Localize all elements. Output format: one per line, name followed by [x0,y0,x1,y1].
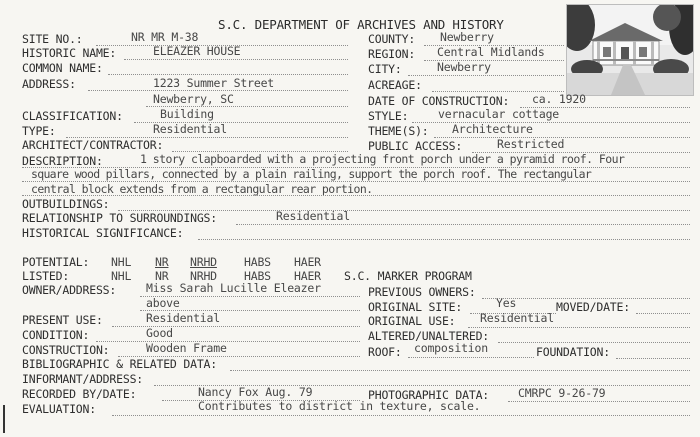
previous-owners-label: PREVIOUS OWNERS: [368,285,476,299]
acreage-label: ACREAGE: [368,78,422,92]
region-value: Central Midlands [437,45,545,59]
common-name-label: COMMON NAME: [22,61,103,75]
date-of-construction-value: ca. 1920 [532,92,586,106]
classification-label: CLASSIFICATION: [22,109,123,123]
address-line2: Newberry, SC [153,92,234,106]
potential-haer: HAER [294,255,321,269]
listed-nr: NR [155,269,169,283]
evaluation-label: EVALUATION: [22,402,96,416]
altered-label: ALTERED/UNALTERED: [368,329,490,343]
card-title: S.C. DEPARTMENT OF ARCHIVES AND HISTORY [218,17,504,32]
county-label: COUNTY: [368,32,416,46]
original-use-value: Residential [480,311,554,325]
classification-value: Building [160,107,214,121]
bibliographic-label: BIBLIOGRAPHIC & RELATED DATA: [22,357,217,371]
relationship-value: Residential [276,209,350,223]
city-label: CITY: [368,62,402,76]
relationship-label: RELATIONSHIP TO SURROUNDINGS: [22,211,217,225]
site-no-value: NR MR M-38 [131,30,199,44]
county-value: Newberry [440,30,494,44]
potential-label: POTENTIAL: [22,255,90,269]
public-access-value: Restricted [497,137,565,151]
potential-habs: HABS [244,255,271,269]
themes-label: THEME(S): [368,124,429,138]
description-line1: 1 story clapboarded with a projecting front porch under a pyramid roof. Four [140,152,625,166]
date-of-construction-label: DATE OF CONSTRUCTION: [368,94,510,108]
historical-significance-label: HISTORICAL SIGNIFICANCE: [22,226,184,240]
informant-label: INFORMANT/ADDRESS: [22,372,144,386]
listed-label: LISTED: [22,269,70,283]
recorded-by-value: Nancy Fox Aug. 79 [198,385,313,399]
owner-address-label: OWNER/ADDRESS: [22,283,117,297]
listed-haer: HAER [294,269,321,283]
photographic-data-value: CMRPC 9-26-79 [518,386,606,400]
construction-value: Wooden Frame [146,341,227,355]
style-label: STYLE: [368,109,409,123]
city-value: Newberry [437,60,491,74]
marker-program: S.C. MARKER PROGRAM [344,269,472,283]
moved-date-label: MOVED/DATE: [556,300,630,314]
description-line2: square wood pillars, connected by a plain railing, support the porch roof. The rectangular [31,167,592,181]
address-line1: 1223 Summer Street [153,76,275,90]
foundation-label: FOUNDATION: [536,345,610,359]
historic-name-label: HISTORIC NAME: [22,46,117,60]
evaluation-value: Contributes to district in texture, scale. [198,399,481,413]
roof-value: composition [414,341,488,355]
listed-habs: HABS [244,269,271,283]
potential-nhl: NHL [111,255,132,269]
original-use-label: ORIGINAL USE: [368,314,456,328]
description-line3: central block extends from a rectangular rear portion. [31,182,373,196]
outbuildings-label: OUTBUILDINGS: [22,197,110,211]
construction-label: CONSTRUCTION: [22,343,110,357]
owner-line2: above [146,296,180,310]
photographic-data-label: PHOTOGRAPHIC DATA: [368,388,490,402]
present-use-label: PRESENT USE: [22,313,103,327]
public-access-label: PUBLIC ACCESS: [368,139,463,153]
themes-value: Architecture [452,122,533,136]
architect-label: ARCHITECT/CONTRACTOR: [22,138,164,152]
owner-line1: Miss Sarah Lucille Eleazer [146,281,321,295]
type-label: TYPE: [22,124,56,138]
listed-nrhd: NRHD [190,269,217,283]
card-edge-mark [3,405,5,433]
condition-label: CONDITION: [22,328,90,342]
site-no-label: SITE NO.: [22,32,83,46]
description-label: DESCRIPTION: [22,154,103,168]
potential-nrhd: NRHD [190,255,217,269]
original-site-value: Yes [496,296,517,310]
listed-nhl: NHL [111,269,132,283]
style-value: vernacular cottage [438,107,560,121]
address-label: ADDRESS: [22,77,76,91]
condition-value: Good [146,326,173,340]
type-value: Residential [153,122,227,136]
historic-name-value: ELEAZER HOUSE [153,44,241,58]
potential-nr: NR [155,255,169,269]
house-photo [566,4,694,96]
original-site-label: ORIGINAL SITE: [368,300,463,314]
recorded-by-label: RECORDED BY/DATE: [22,387,137,401]
roof-label: ROOF: [368,345,402,359]
present-use-value: Residential [146,311,220,325]
region-label: REGION: [368,47,416,61]
